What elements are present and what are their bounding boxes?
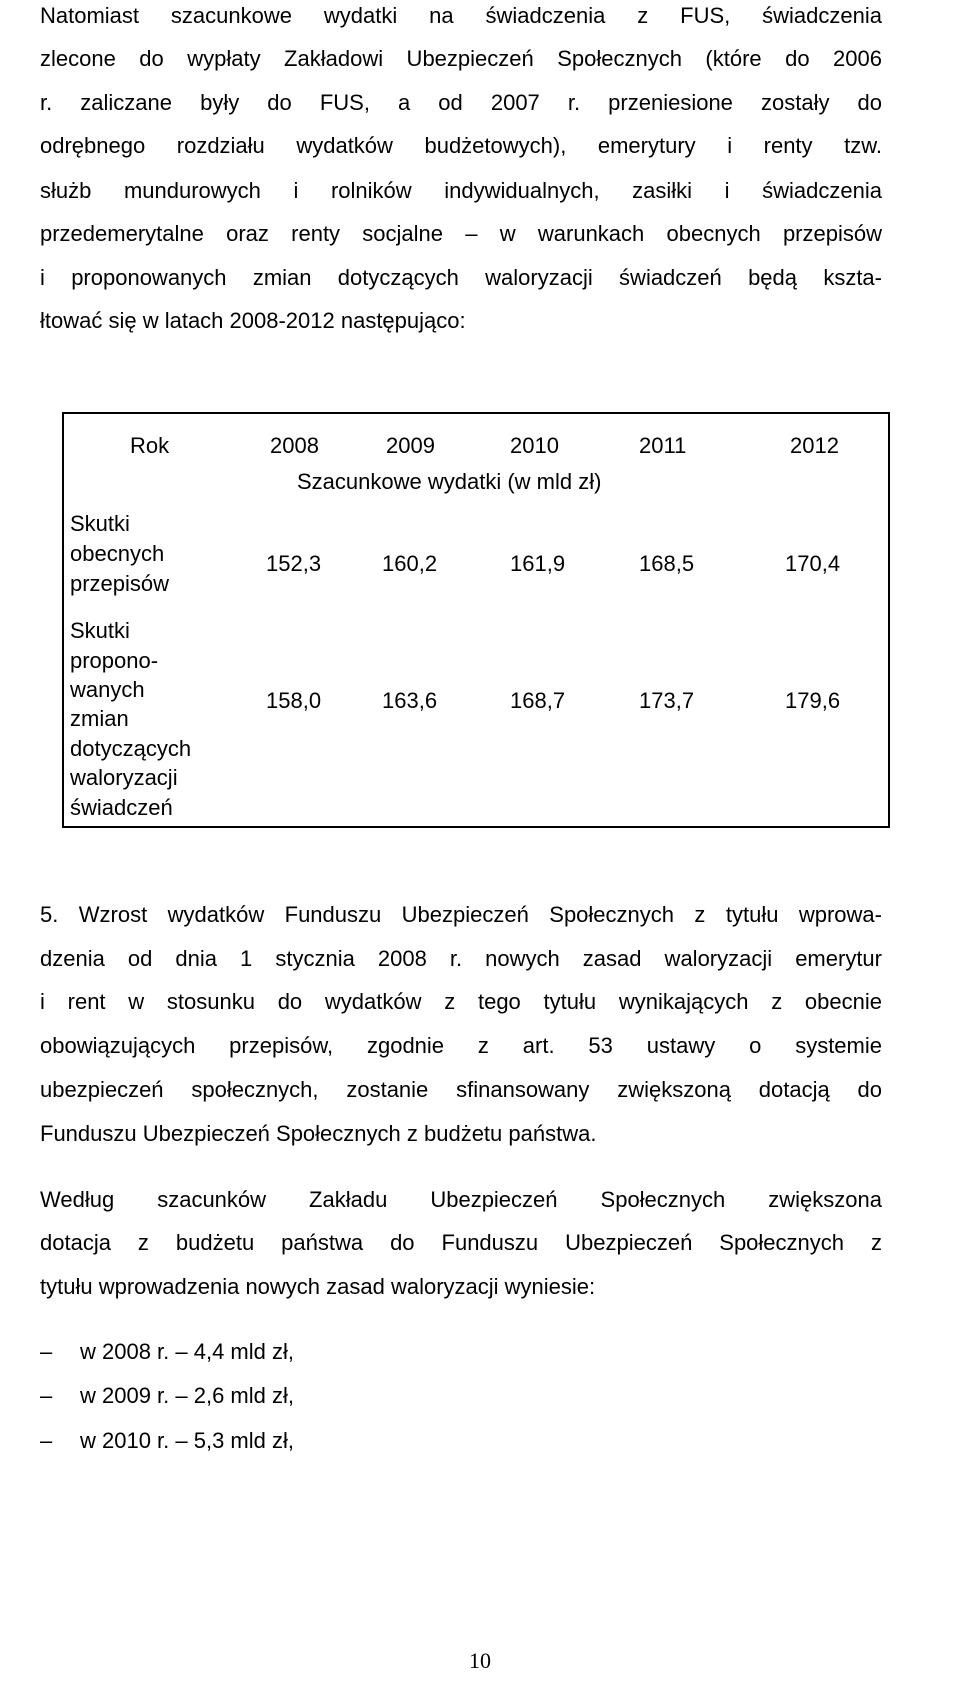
list-item-text: w 2009 r. – 2,6 mld zł, — [80, 1383, 294, 1408]
paragraph-line: Według szacunków Zakładu Ubezpieczeń Społecznych zwiększona — [40, 1187, 882, 1212]
table-cell: 170,4 — [785, 551, 841, 576]
paragraph-line: służb mundurowych i rolników indywidualnych, zasiłki i świadczenia — [40, 178, 882, 203]
row-label-line: wanych — [70, 677, 145, 702]
paragraph-line: łtować się w latach 2008-2012 następująco: — [40, 308, 466, 333]
table-year-header: 2008 — [270, 433, 319, 458]
table-cell: 163,6 — [382, 688, 438, 713]
row-label-line: zmian — [70, 706, 129, 731]
row-label-line: obecnych — [70, 541, 165, 566]
paragraph-line: przedemerytalne oraz renty socjalne – w warunkach obecnych przepisów — [40, 221, 882, 246]
paragraph-line: i proponowanych zmian dotyczących waloryzacji świadczeń będą kszta- — [40, 265, 882, 290]
dash-bullet-icon: – — [40, 1383, 53, 1408]
table-year-header: 2012 — [790, 433, 839, 458]
paragraph-line: odrębnego rozdziału wydatków budżetowych), emerytury i renty tzw. — [40, 133, 882, 158]
paragraph-line: dotacja z budżetu państwa do Funduszu Ubezpieczeń Społecznych z — [40, 1230, 882, 1255]
table-cell: 160,2 — [382, 551, 438, 576]
table-subheader: Szacunkowe wydatki (w mld zł) — [297, 469, 602, 494]
row-label-line: dotyczących — [70, 736, 192, 761]
table-cell: 168,7 — [510, 688, 566, 713]
paragraph-line: 5. Wzrost wydatków Funduszu Ubezpieczeń Społecznych z tytułu wprowa- — [40, 902, 882, 927]
paragraph-line: tytułu wprowadzenia nowych zasad waloryzacji wyniesie: — [40, 1274, 596, 1299]
table-cell: 152,3 — [266, 551, 322, 576]
paragraph-line: i rent w stosunku do wydatków z tego tytułu wynikających z obecnie — [40, 989, 882, 1014]
table-cell: 173,7 — [639, 688, 695, 713]
row-label-line: Skutki — [70, 618, 130, 643]
row-label-line: przepisów — [70, 571, 170, 596]
paragraph-line: ubezpieczeń społecznych, zostanie sfinansowany zwiększoną dotacją do — [40, 1077, 882, 1102]
paragraph-line: r. zaliczane były do FUS, a od 2007 r. przeniesione zostały do — [40, 90, 882, 115]
paragraph-line: Natomiast szacunkowe wydatki na świadczenia z FUS, świadczenia — [40, 3, 882, 28]
expenditure-table — [62, 412, 890, 828]
table-year-header: 2009 — [386, 433, 435, 458]
paragraph-line: dzenia od dnia 1 stycznia 2008 r. nowych zasad waloryzacji emerytur — [40, 946, 882, 971]
paragraph-line: Funduszu Ubezpieczeń Społecznych z budżetu państwa. — [40, 1121, 597, 1146]
table-cell: 158,0 — [266, 688, 322, 713]
table-cell: 168,5 — [639, 551, 695, 576]
row-label-line: propono- — [70, 648, 159, 673]
row-label-line: świadczeń — [70, 795, 173, 820]
table-year-header: 2011 — [639, 433, 687, 458]
paragraph-line: zlecone do wypłaty Zakładowi Ubezpieczeń Społecznych (które do 2006 — [40, 46, 882, 71]
table-cell: 161,9 — [510, 551, 566, 576]
table-year-header: 2010 — [510, 433, 559, 458]
row-label-line: waloryzacji — [70, 765, 178, 790]
list-item-text: w 2008 r. – 4,4 mld zł, — [80, 1339, 294, 1364]
page-number: 10 — [469, 1648, 491, 1673]
row-label-line: Skutki — [70, 511, 130, 536]
list-item-text: w 2010 r. – 5,3 mld zł, — [80, 1428, 294, 1453]
table-header-label: Rok — [130, 433, 170, 458]
table-cell: 179,6 — [785, 688, 841, 713]
paragraph-line: obowiązujących przepisów, zgodnie z art. 53 ustawy o systemie — [40, 1033, 882, 1058]
dash-bullet-icon: – — [40, 1428, 53, 1453]
dash-bullet-icon: – — [40, 1339, 53, 1364]
